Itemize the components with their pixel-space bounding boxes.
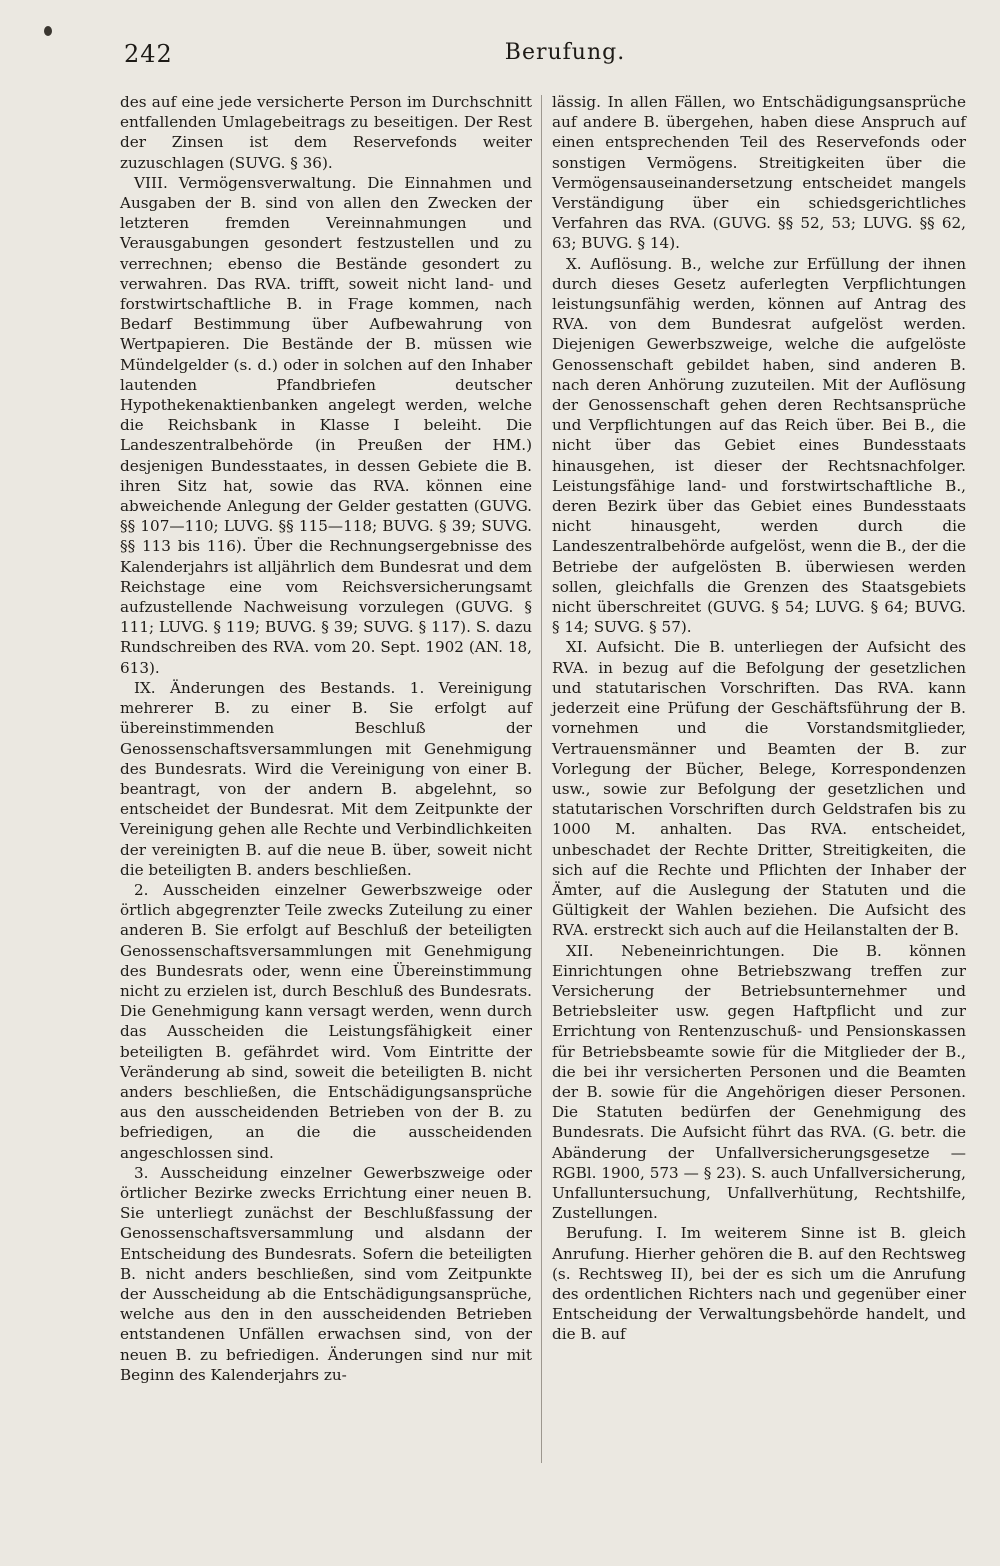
ink-spot <box>44 26 52 36</box>
paragraph-vermoegensverwaltung: VIII. Vermögensverwaltung. Die Einnahmen und Ausgaben der B. sind von allen den Zwecken der letzteren fremden Vereinnahmungen und Verausgabungen gesondert festzustellen und zu verrechnen; ebenso die Bestände gesondert zu verwahren. Das RVA. trifft, soweit nicht land- und forstwirtschaftliche B. in Frage kommen, nach Bedarf Bestimmung über Aufbewahrung von Wertpapieren. Die Bestände der B. müssen wie Mündelgelder (s. d.) oder in solchen auf den Inhaber lautenden Pfandbriefen deutscher Hypothekenaktienbanken angelegt werden, welche die Reichsbank in Klasse I beleiht. Die Landeszentralbehörde (in Preußen der HM.) desjenigen Bundesstaates, in dessen Gebiete die B. ihren Sitz hat, sowie das RVA. können eine abweichende Anlegung der Gelder gestatten (GUVG. §§ 107—110; LUVG. §§ 115—118; BUVG. § 39; SUVG. §§ 113 bis 116). Über die Rechnungsergebnisse des Kalenderjahrs ist alljährlich dem Bundesrat und dem Reichstage eine vom Reichsversicherungsamt aufzustellende Nachweisung vorzulegen (GUVG. § 111; LUVG. § 119; BUVG. § 39; SUVG. § 117). S. dazu Rundschreiben des RVA. vom 20. Sept. 1902 (AN. 18, 613). <box>120 173 532 677</box>
paragraph-umlage-remainder: des auf eine jede versicherte Person im Durchschnitt entfallenden Umlagebeitrags zu beseitigen. Der Rest der Zinsen ist dem Reservefonds weiter zuzuschlagen (SUVG. § 36). <box>120 93 532 172</box>
paragraph-ausscheiden-gewerbszweige: 2. Ausscheiden einzelner Gewerbszweige oder örtlich abgegrenzter Teile zwecks Zuteilung zu einer anderen B. Sie erfolgt auf Beschluß der beteiligten Genossenschaftsversammlungen mit Genehmigung des Bundesrats oder, wenn eine Übereinstimmung nicht zu erzielen ist, durch Beschluß des Bundesrats. Die Genehmigung kann versagt werden, wenn durch das Ausscheiden die Leistungsfähigkeit einer beteiligten B. gefährdet wird. Vom Eintritte der Veränderung ab sind, soweit die beteiligten B. nicht anders beschließen, die Entschädigungsansprüche aus den ausscheidenden Betrieben von der B. zu befriedigen, an die die ausscheidenden angeschlossen sind. <box>120 880 532 1162</box>
left-column <box>120 92 532 1385</box>
running-title: Berufung. <box>504 40 626 65</box>
column-divider <box>541 95 542 1463</box>
right-column <box>552 92 966 1345</box>
paragraph-aenderungen-des-bestands: IX. Änderungen des Bestands. 1. Vereinigung mehrerer B. zu einer B. Sie erfolgt auf übereinstimmenden Beschluß der Genossenschaftsversammlungen mit Genehmigung des Bundesrats. Wird die Vereinigung von einer B. beantragt, von der andern B. abgelehnt, so entscheidet der Bundesrat. Mit dem Zeitpunkte der Vereinigung gehen alle Rechte und Verbindlichkeiten der vereinigten B. auf die neue B. über, soweit nicht die beteiligten B. anders beschließen. <box>120 678 532 879</box>
paragraph-aufsicht: XI. Aufsicht. Die B. unterliegen der Aufsicht des RVA. in bezug auf die Befolgung der gesetzlichen und statutarischen Vorschriften. Das RVA. kann jederzeit eine Prüfung der Geschäftsführung der B. vornehmen und die Vorstandsmitglieder, Vertrauensmänner und Beamten der B. zur Vorlegung der Bücher, Belege, Korrespondenzen usw., sowie zur Befolgung der gesetzlichen und statutarischen Vorschriften durch Geldstrafen bis zu 1000 M. anhalten. Das RVA. entscheidet, unbeschadet der Rechte Dritter, Streitigkeiten, die sich auf die Rechte und Pflichten der Inhaber der Ämter, auf die Auslegung der Statuten und die Gültigkeit der Wahlen beziehen. Die Aufsicht des RVA. erstreckt sich auch auf die Heilanstalten der B. <box>552 638 966 940</box>
paragraph-entschaedigungsansprueche: lässig. In allen Fällen, wo Entschädigungsansprüche auf andere B. übergehen, haben diese Anspruch auf einen entsprechenden Teil des Reservefonds oder sonstigen Vermögens. Streitigkeiten über die Vermögensauseinandersetzung entscheidet mangels Verständigung über ein schiedsgerichtliches Verfahren das RVA. (GUVG. §§ 52, 53; LUVG. §§ 62, 63; BUVG. § 14). <box>552 93 966 253</box>
page-number: 242 <box>124 40 173 68</box>
paragraph-ausscheidung-neue-b: 3. Ausscheidung einzelner Gewerbszweige oder örtlicher Bezirke zwecks Errichtung einer neuen B. Sie unterliegt zunächst der Beschlußfassung der Genossenschaftsversammlung und alsdann der Entscheidung des Bundesrats. Sofern die beteiligten B. nicht anders beschließen, sind vom Zeitpunkte der Ausscheidung ab die Entschädigungsansprüche, welche aus den in den ausscheidenden Betrieben entstandenen Unfällen erwachsen sind, von der neuen B. zu befriedigen. Änderungen sind nur mit Beginn des Kalenderjahrs zu- <box>120 1163 532 1384</box>
paragraph-berufung-entry: Berufung. I. Im weiterem Sinne ist B. gleich Anrufung. Hierher gehören die B. auf den Rechtsweg (s. Rechtsweg II), bei der es sich um die Anrufung des ordentlichen Richters nach und gegenüber einer Entscheidung der Verwaltungsbehörde handelt, und die B. auf <box>552 1224 966 1344</box>
paragraph-aufloesung: X. Auflösung. B., welche zur Erfüllung der ihnen durch dieses Gesetz auferlegten Verpflichtungen leistungsunfähig werden, können auf Antrag des RVA. von dem Bundesrat aufgelöst werden. Diejenigen Gewerbszweige, welche die aufgelöste Genossenschaft gebildet haben, sind anderen B. nach deren Anhörung zuzuteilen. Mit der Auflösung der Genossenschaft gehen deren Rechtsansprüche und Verpflichtungen auf das Reich über. Bei B., die nicht über das Gebiet eines Bundesstaats hinausgehen, ist dieser der Rechtsnachfolger. Leistungsfähige land- und forstwirtschaftliche B., deren Bezirk über das Gebiet eines Bundesstaats nicht hinausgeht, werden durch die Landeszentralbehörde aufgelöst, wenn die B., der die Betriebe der aufgelösten B. überwiesen werden sollen, gleichfalls die Grenzen des Staatsgebiets nicht überschreitet (GUVG. § 54; LUVG. § 64; BUVG. § 14; SUVG. § 57). <box>552 254 966 637</box>
paragraph-nebeneinrichtungen: XII. Nebeneinrichtungen. Die B. können Einrichtungen ohne Betriebszwang treffen zur Versicherung der Betriebsunternehmer und Betriebsleiter usw. gegen Haftpflicht und zur Errichtung von Rentenzuschuß- und Pensionskassen für Betriebsbeamte sowie für die Mitglieder der B., die bei ihr versicherten Personen und die Beamten der B. sowie für die Angehörigen dieser Personen. Die Statuten bedürfen der Genehmigung des Bundesrats. Die Aufsicht führt das RVA. (G. betr. die Abänderung der Unfallversicherungsgesetze — RGBl. 1900, 573 — § 23). S. auch Unfallversicherung, Unfalluntersuchung, Unfallverhütung, Rechtshilfe, Zustellungen. <box>552 941 966 1223</box>
